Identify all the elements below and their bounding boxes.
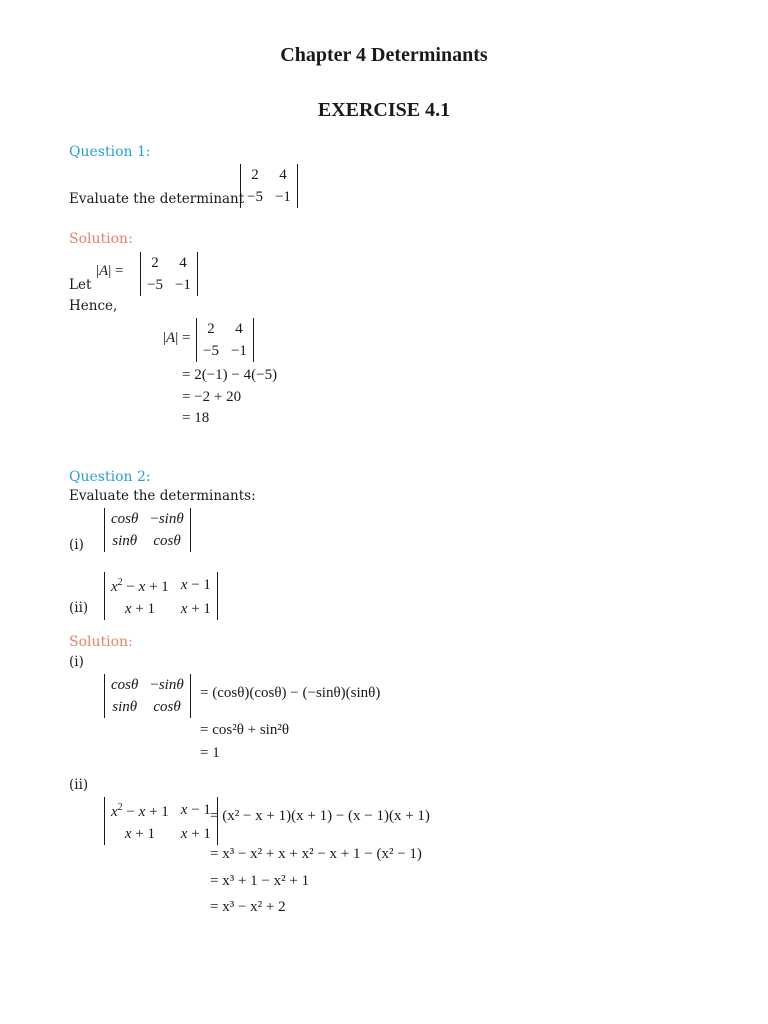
- hence-matrix: [196, 318, 254, 362]
- question-1-label: Question 1:: [69, 144, 151, 160]
- matrix-cell: −1: [274, 189, 291, 205]
- matrix-cell: −5: [147, 277, 163, 293]
- sol-ii-step-1: = x³ − x² + x + x² − x + 1 − (x² − 1): [210, 846, 422, 862]
- let-text: Let: [69, 277, 92, 293]
- matrix-cell: −5: [203, 343, 219, 359]
- matrix-row: [241, 186, 297, 208]
- question-2-matrix-i: cosθ −sinθ sinθ cosθ: [104, 508, 191, 552]
- matrix-cell: 2: [251, 167, 259, 183]
- let-matrix: [140, 252, 198, 296]
- question-2-matrix-ii: $x^2 - x + 1$ x − 1 x + 1 x + 1: [104, 572, 218, 620]
- exercise-title: EXERCISE 4.1: [317, 99, 451, 121]
- chapter-title: Chapter 4 Determinants: [280, 44, 488, 66]
- solution-matrix-ii: $x^2 - x + 1$ x − 1 x + 1 x + 1: [104, 797, 218, 845]
- abs-a-label-2: |A| =: [163, 330, 191, 346]
- solution-matrix-i: cosθ −sinθ sinθ cosθ: [104, 674, 191, 718]
- sol-ii-step-3: = x³ − x² + 2: [210, 899, 286, 915]
- question-2-text: Evaluate the determinants:: [69, 488, 256, 504]
- sol-i-step-1: = cos²θ + sin²θ: [200, 722, 290, 738]
- sol-ii-label: (ii): [69, 777, 89, 793]
- part-ii-label: (ii): [69, 600, 89, 616]
- matrix-cell: 2: [207, 321, 215, 337]
- sol-ii-step-2: = x³ + 1 − x² + 1: [210, 873, 310, 889]
- matrix-cell: 4: [279, 167, 287, 183]
- part-i-label: (i): [69, 537, 84, 553]
- matrix-row: [197, 318, 253, 340]
- hence-text: Hence,: [69, 298, 118, 314]
- solution-1-label: Solution:: [69, 231, 133, 247]
- matrix-cell: 4: [235, 321, 243, 337]
- sol-i-rhs: = (cosθ)(cosθ) − (−sinθ)(sinθ): [200, 685, 381, 701]
- matrix-row: [241, 164, 297, 186]
- matrix-cell: 2: [151, 255, 159, 271]
- question-1-text: Evaluate the determinant: [69, 191, 245, 207]
- question-1-matrix: [240, 164, 298, 208]
- sol-i-step-2: = 1: [200, 745, 220, 761]
- matrix-row: [197, 340, 253, 362]
- matrix-cell: −5: [247, 189, 263, 205]
- matrix-row: [141, 274, 197, 296]
- q1-step-2: = −2 + 20: [182, 389, 242, 405]
- sol-ii-rhs: = (x² − x + 1)(x + 1) − (x − 1)(x + 1): [210, 808, 430, 824]
- abs-a-label: |A| =: [96, 263, 124, 279]
- matrix-cell: −1: [174, 277, 191, 293]
- matrix-row: [141, 252, 197, 274]
- solution-2-label: Solution:: [69, 634, 133, 650]
- matrix-cell: −1: [230, 343, 247, 359]
- question-2-label: Question 2:: [69, 469, 151, 485]
- sol-i-label: (i): [69, 654, 84, 670]
- q1-step-3: = 18: [182, 410, 210, 426]
- matrix-cell: 4: [179, 255, 187, 271]
- q1-step-1: = 2(−1) − 4(−5): [182, 367, 278, 383]
